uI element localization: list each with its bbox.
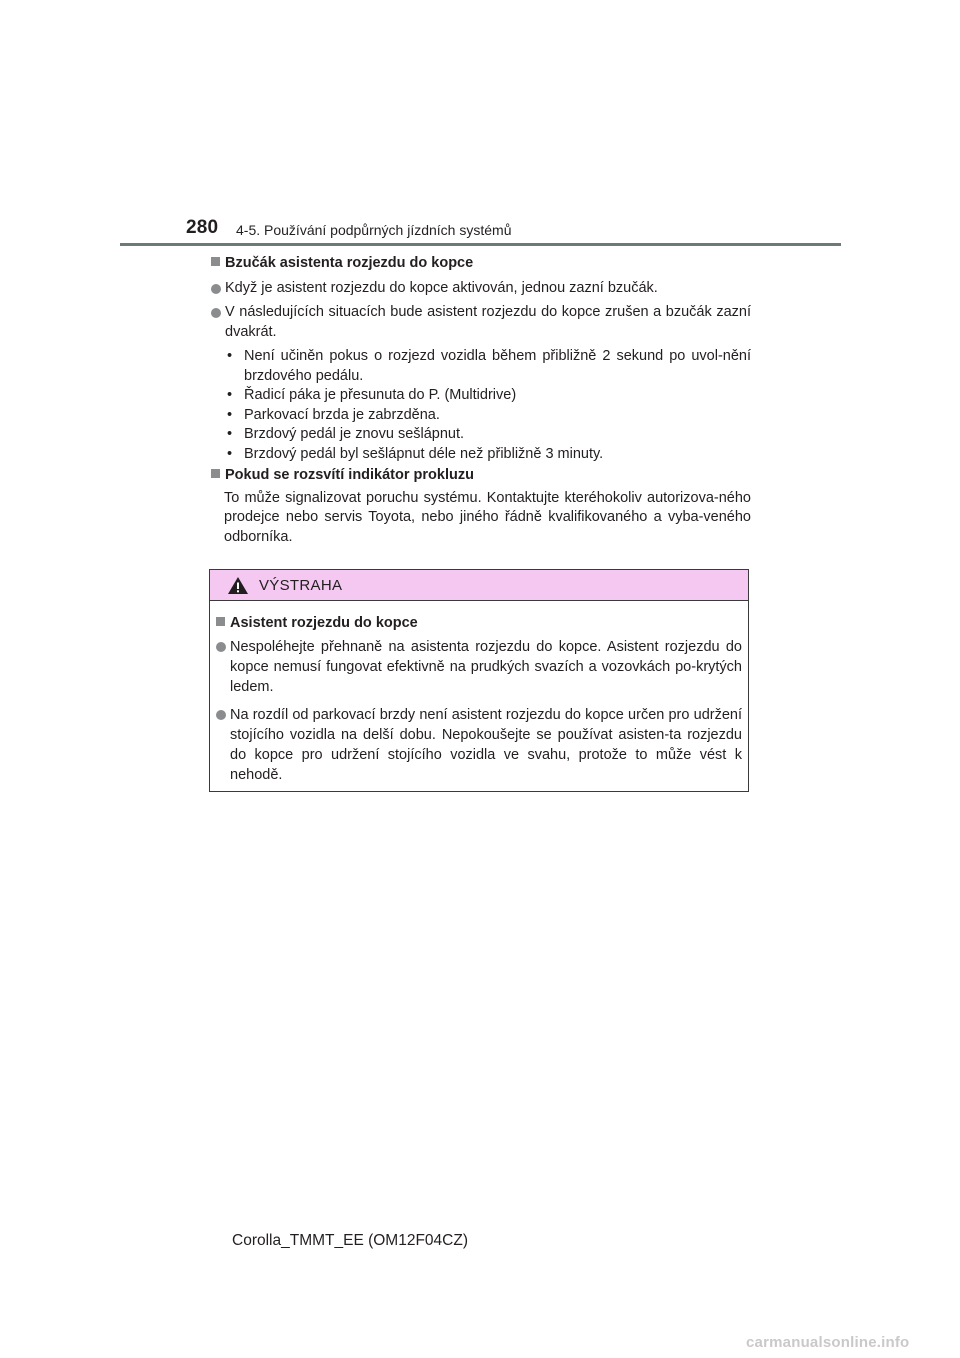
warning-heading-text: Asistent rozjezdu do kopce bbox=[230, 615, 418, 631]
sub-list-item-text: Není učiněn pokus o rozjezd vozidla během přibližně 2 sekund po uvol-nění brzdového pedálu. bbox=[244, 348, 751, 384]
footer-model-code: Corolla_TMMT_EE (OM12F04CZ) bbox=[232, 1232, 468, 1249]
watermark: carmanualsonline.info bbox=[746, 1334, 910, 1351]
slip-heading-text: Pokud se rozsvítí indikátor prokluzu bbox=[225, 467, 474, 483]
bullet-icon: • bbox=[227, 445, 233, 462]
bullet-icon: • bbox=[227, 426, 233, 442]
warning-item bbox=[216, 637, 742, 697]
page-number: 280 bbox=[186, 217, 219, 238]
slip-section-heading bbox=[211, 466, 751, 486]
buzzer-item-text: V následujících situacích bude asistent rozjezdu do kopce zrušen a bzučák zazní dvakrát. bbox=[225, 304, 751, 340]
warning-item-text: Nespoléhejte přehnaně na asistenta rozjezdu do kopce. Asistent rozjezdu do kopce nemusí fungovat efektivně na prudkých svazích a vozovkách po-krytých ledem. bbox=[230, 639, 742, 695]
circle-bullet-icon bbox=[216, 710, 226, 720]
warning-heading bbox=[216, 613, 742, 633]
bullet-icon: • bbox=[227, 348, 233, 364]
main-content bbox=[211, 254, 751, 547]
slip-paragraph: To může signalizovat poruchu systému. Kontaktujte kteréhokoliv autorizova-ného prodejce nebo servis Toyota, nebo jiného řádně kvalifikovaného a vyba-veného odborníka. bbox=[224, 489, 751, 545]
circle-bullet-icon bbox=[211, 308, 221, 318]
sub-list-item bbox=[227, 406, 751, 426]
square-bullet-icon bbox=[216, 617, 225, 626]
square-bullet-icon bbox=[211, 257, 220, 266]
sub-list-item bbox=[227, 347, 751, 386]
sub-list-item-text: Řadicí páka je přesunuta do P. (Multidrive) bbox=[244, 387, 517, 403]
warning-box bbox=[209, 569, 749, 792]
header-divider bbox=[120, 243, 841, 246]
warning-body bbox=[210, 601, 748, 785]
sub-list-item bbox=[227, 445, 751, 465]
buzzer-item bbox=[211, 279, 751, 299]
buzzer-heading-text: Bzučák asistenta rozjezdu do kopce bbox=[225, 255, 474, 271]
buzzer-item bbox=[211, 303, 751, 342]
warning-item bbox=[216, 705, 742, 785]
circle-bullet-icon bbox=[211, 284, 221, 294]
sub-list-item bbox=[227, 425, 751, 445]
sub-list-item-text: Brzdový pedál byl sešlápnut déle než přibližně 3 minuty. bbox=[244, 445, 604, 462]
buzzer-sub-list bbox=[227, 347, 751, 464]
warning-header bbox=[210, 570, 748, 601]
buzzer-item-text: Když je asistent rozjezdu do kopce aktivován, jednou zazní bzučák. bbox=[225, 279, 658, 296]
section-title: 4-5. Používání podpůrných jízdních systémů bbox=[236, 222, 512, 238]
sub-list-item-text: Parkovací brzda je zabrzděna. bbox=[244, 406, 440, 423]
warning-item-text: Na rozdíl od parkovací brzdy není asistent rozjezdu do kopce určen pro udržení stojícího vozidla na delší dobu. Nepokoušejte se používat asisten-ta rozjezdu do kopce pro udržení stojícího vozidla ve svahu, protože to může vést k nehodě. bbox=[230, 707, 742, 783]
warning-title: VÝSTRAHA bbox=[259, 576, 343, 594]
buzzer-section-heading bbox=[211, 254, 751, 274]
sub-list-item bbox=[227, 386, 751, 406]
circle-bullet-icon bbox=[216, 642, 226, 652]
square-bullet-icon bbox=[211, 469, 220, 478]
bullet-icon: • bbox=[227, 406, 233, 423]
warning-triangle-icon bbox=[227, 576, 249, 595]
bullet-icon: • bbox=[227, 387, 233, 403]
sub-list-item-text: Brzdový pedál je znovu sešlápnut. bbox=[244, 426, 465, 442]
